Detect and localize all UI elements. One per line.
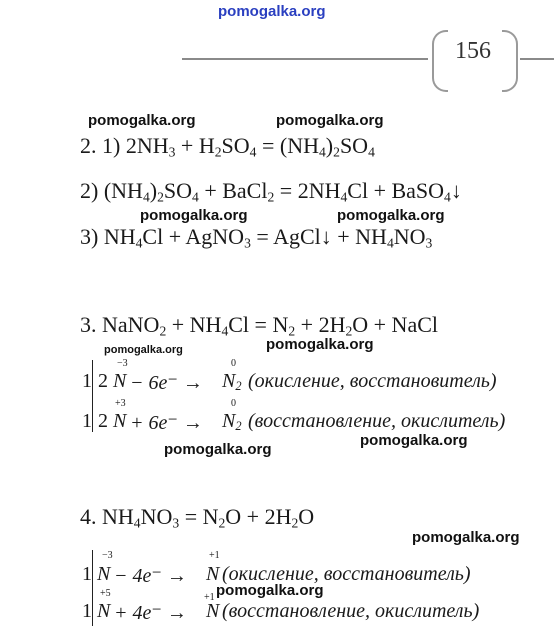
p3-h2-coef: 1 xyxy=(82,410,92,432)
watermark: pomogalka.org xyxy=(164,441,272,458)
watermark: pomogalka.org xyxy=(412,529,520,546)
p4-h1-ox: −3 xyxy=(102,550,113,561)
p3-h2-ox2: 0 xyxy=(231,398,236,409)
p4-h2-el2: N xyxy=(206,600,220,622)
page-bracket-right xyxy=(502,30,518,92)
p3-h2-lhs: 2 xyxy=(98,410,108,432)
p3-h1-note: (окисление, восстановитель) xyxy=(248,370,497,392)
watermark: pomogalka.org xyxy=(216,582,324,599)
p4-h2-coef: 1 xyxy=(82,600,92,622)
p4-h1-ox2: +1 xyxy=(209,550,220,561)
p2-eq1: 2. 1) $2NH_3 + H_2SO_4 = (NH_4)_2SO_4$ xyxy=(80,133,375,160)
p3-h2-ox: +3 xyxy=(115,398,126,409)
p4-h1-el: N xyxy=(97,563,111,585)
watermark-top: pomogalka.org xyxy=(218,3,326,20)
p3-h1-ox2: 0 xyxy=(231,358,236,369)
p3-h1-el2: $N_2$ xyxy=(222,370,242,394)
p4-h2-ox2: +1 xyxy=(204,592,215,603)
electron-balance-bar xyxy=(92,360,93,432)
p2-eq2: 2) $(NH_4)_2SO_4$ + BaCl$_2$ = $2NH_4Cl$ + BaSO$_4$↓ xyxy=(80,178,462,205)
p3-h1-coef: 1 xyxy=(82,370,92,392)
watermark: pomogalka.org xyxy=(276,112,384,129)
p4-h1-el2: N xyxy=(206,563,220,585)
p4-equation: 4. $NH_4NO_3 = N_2O + 2H_2O$ xyxy=(80,504,315,531)
watermark: pomogalka.org xyxy=(140,207,248,224)
header-rule-left xyxy=(182,58,428,60)
watermark: pomogalka.org xyxy=(337,207,445,224)
watermark: pomogalka.org xyxy=(104,344,183,356)
electron-balance-bar xyxy=(92,550,93,626)
p3-h2-el: N xyxy=(113,410,127,432)
p4-h2-note: (восстановление, окислитель) xyxy=(222,600,480,622)
header-rule-right xyxy=(520,58,554,60)
p3-equation: 3. NaNO$_2$ + $NH_4Cl = N_2 + 2H_2O$ + NaCl xyxy=(80,312,438,339)
p4-h2-ops: + 4e⁻ → xyxy=(114,602,187,624)
p3-h1-el: N xyxy=(113,370,127,392)
p2-eq3: 3) $NH_4Cl$ + AgNO$_3$ = AgCl↓ + $NH_4NO_3$ xyxy=(80,224,433,251)
watermark: pomogalka.org xyxy=(266,336,374,353)
p3-h1-ops: − 6e⁻ → xyxy=(130,372,203,394)
watermark: pomogalka.org xyxy=(360,432,468,449)
watermark: pomogalka.org xyxy=(88,112,196,129)
p4-h2-el: N xyxy=(97,600,111,622)
p3-h2-ops: + 6e⁻ → xyxy=(130,412,203,434)
p3-h2-el2: $N_2$ xyxy=(222,410,242,434)
p3-h1-ox: −3 xyxy=(117,358,128,369)
page-bracket-left xyxy=(432,30,448,92)
p4-h1-ops: − 4e⁻ → xyxy=(114,565,187,587)
p4-h1-note: (окисление, восстановитель) xyxy=(222,563,471,585)
page-number: 156 xyxy=(455,38,491,64)
p4-h2-ox: +5 xyxy=(100,588,111,599)
p3-h2-note: (восстановление, окислитель) xyxy=(248,410,506,432)
p3-h1-lhs: 2 xyxy=(98,370,108,392)
p4-h1-coef: 1 xyxy=(82,563,92,585)
